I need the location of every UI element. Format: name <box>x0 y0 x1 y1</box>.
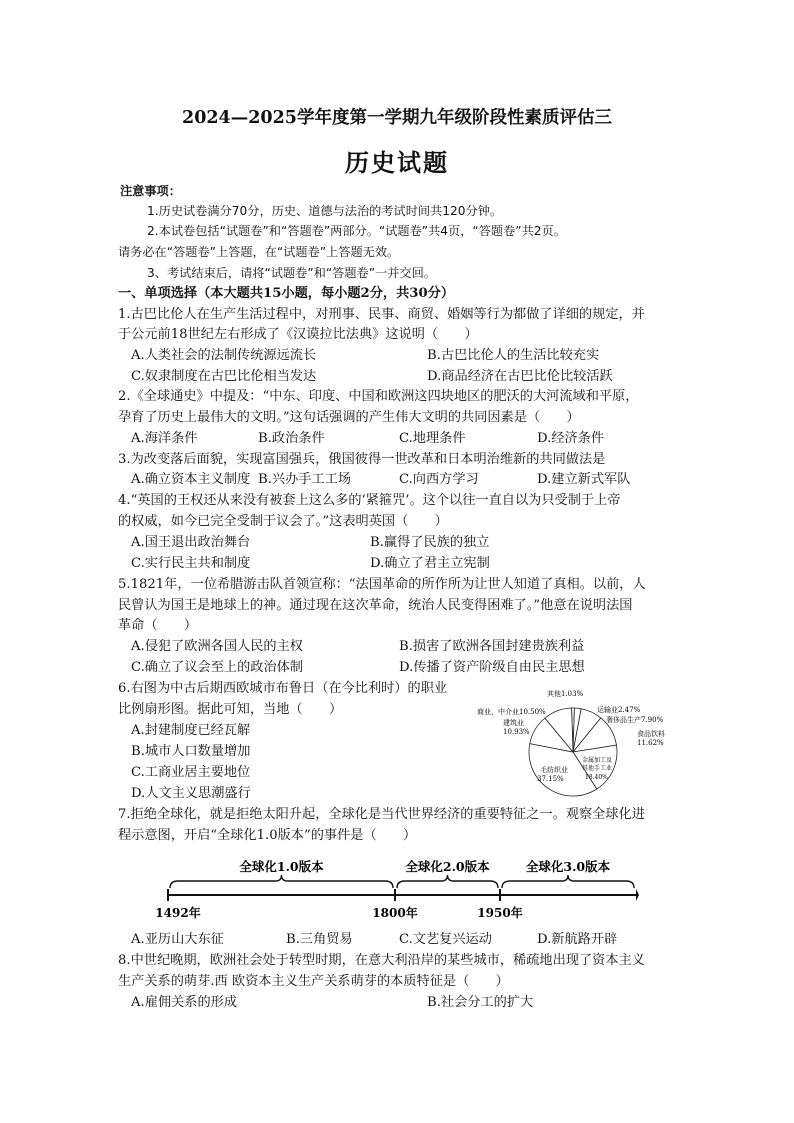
question-1-option-b[interactable]: B.古巴比伦人的生活比较充实 <box>427 348 600 363</box>
pie-label-transport: 运输业2.47% <box>597 706 641 714</box>
notes-heading: 注意事项： <box>120 184 181 198</box>
pie-label-textile-value: 37.15% <box>537 775 564 783</box>
timeline-brace-1 <box>170 875 393 888</box>
question-4-option-c[interactable]: C.实行民主共和制度 <box>131 556 251 571</box>
question-5-option-a[interactable]: A.侵犯了欧洲各国人民的主权 <box>131 639 303 654</box>
question-7-option-a[interactable]: A.亚历山大东征 <box>131 932 224 947</box>
question-4-option-d[interactable]: D.确立了君主立宪制 <box>370 556 490 571</box>
question-6-stem-2: 比例扇形图。据此可知，当地（ ） <box>118 702 343 717</box>
question-5-option-b[interactable]: B.损害了欧洲各国封建贵族利益 <box>399 639 585 654</box>
question-6-option-d[interactable]: D.人文主义思潮盛行 <box>131 786 251 801</box>
globalization-timeline <box>150 855 640 925</box>
timeline-ticks <box>168 875 634 901</box>
question-6-stem: 6.右图为中古后期西欧城市布鲁日（在今比利时）的职业 <box>118 681 448 696</box>
timeline-brace-2 <box>397 875 498 888</box>
question-2-stem: 2.《全球通史》中提及：“中东、印度、中国和欧洲这四块地区的肥沃的大河流域和平原， <box>118 389 639 404</box>
timeline-tick-label-2: 1800年 <box>372 906 418 920</box>
timeline-segment-3: 全球化3.0版本 <box>525 859 611 874</box>
question-4-stem: 4.“英国的王权还从来没有被套上这么多的‘紧箍咒’。这个以往一直自以为只受制于上帝 <box>118 493 621 508</box>
pie-label-building: 建筑业 <box>503 719 524 727</box>
pie-label-building-value: 10.93% <box>503 728 530 736</box>
pie-label-luxury: 奢侈品生产7.90% <box>606 716 664 724</box>
section-heading: 一、单项选择（本大题共15小题，每小题2分，共30分） <box>118 286 455 301</box>
question-6-option-b[interactable]: B.城市人口数量增加 <box>131 744 251 759</box>
question-1-stem: 1.古巴比伦人在生产生活过程中，对刑事、民事、商贸、婚姻等行为都做了详细的规定，并 <box>118 307 645 322</box>
pie-label-metal: 金属加工及 <box>582 757 613 764</box>
question-7-option-b[interactable]: B.三角贸易 <box>286 932 353 947</box>
note-item-2a: 2.本试卷包括“试题卷”和“答题卷”两部分。“试题卷”共4页，“答题卷”共2页。 <box>147 224 566 238</box>
question-4-option-a[interactable]: A.国王退出政治舞台 <box>131 535 251 550</box>
question-4-stem-2: 的权威，如今已完全受制于议会了。”这表明英国（ ） <box>118 514 448 529</box>
question-1-option-c[interactable]: C.奴隶制度在古巴比伦相当发达 <box>131 369 317 384</box>
pie-label-textile: 毛纺织业 <box>540 766 568 774</box>
question-2-option-b[interactable]: B.政治条件 <box>258 431 325 446</box>
pie-label-food-value: 11.62% <box>637 739 664 747</box>
question-2-option-c[interactable]: C.地理条件 <box>399 431 466 446</box>
question-3-option-d[interactable]: D.建立新式军队 <box>537 472 631 487</box>
question-7-stem-2: 程示意图，开启“全球化1.0版本”的事件是（ ） <box>118 828 417 843</box>
timeline-segment-1: 全球化1.0版本 <box>239 859 324 874</box>
question-6-option-c[interactable]: C.工商业居主要地位 <box>131 765 251 780</box>
pie-label-metal-2: 其他手工业 <box>582 765 613 772</box>
exam-title: 2024—2025学年度第一学期九年级阶段性素质评估三 <box>182 108 612 128</box>
timeline-brace-3 <box>502 875 634 888</box>
question-2-stem-2: 孕育了历史上最伟大的文明。”这句话强调的产生伟大文明的共同因素是（ ） <box>118 410 580 425</box>
question-5-stem-3: 革命（ ） <box>118 618 198 633</box>
question-8-stem: 8.中世纪晚期，欧洲社会处于转型时期，在意大利沿岸的某些城市，稀疏地出现了资本主义 <box>118 953 645 968</box>
pie-label-metal-value: 18.40% <box>585 774 608 781</box>
question-5-option-c[interactable]: C.确立了议会至上的政治体制 <box>131 660 304 675</box>
pie-label-food: 食品饮料 <box>637 730 665 738</box>
question-4-option-b[interactable]: B.赢得了民族的独立 <box>370 535 490 550</box>
subject-title: 历史试题 <box>345 148 449 177</box>
timeline-tick-label-1: 1492年 <box>155 906 201 920</box>
question-8-option-b[interactable]: B.社会分工的扩大 <box>427 995 534 1010</box>
timeline-tick-label-3: 1950年 <box>477 906 523 920</box>
question-3-option-c[interactable]: C.向西方学习 <box>399 472 479 487</box>
note-item-2b: 请务必在“答题卷”上答题，在“试题卷”上答题无效。 <box>118 245 400 259</box>
question-7-option-c[interactable]: C.文艺复兴运动 <box>399 932 492 947</box>
question-5-option-d[interactable]: D.传播了资产阶级自由民主思想 <box>399 660 585 675</box>
occupation-pie-chart <box>475 690 680 810</box>
question-3-option-b[interactable]: B.兴办手工工场 <box>258 472 352 487</box>
question-1-option-a[interactable]: A.人类社会的法制传统源远流长 <box>131 348 317 363</box>
question-5-stem-2: 民曾认为国王是地球上的神。通过现在这次革命，统治人民变得困难了。”他意在说明法国 <box>118 598 633 613</box>
question-2-option-a[interactable]: A.海洋条件 <box>131 431 198 446</box>
note-item-1: 1.历史试卷满分70分，历史、道德与法治的考试时间共120分钟。 <box>147 204 503 218</box>
question-1-option-d[interactable]: D.商品经济在古巴比伦比较活跃 <box>427 369 613 384</box>
pie-label-other: 其他1.03% <box>547 690 584 698</box>
question-1-stem-2: 于公元前18世纪左右形成了《汉谟拉比法典》这说明（ ） <box>118 327 478 342</box>
question-8-option-a[interactable]: A.雇佣关系的形成 <box>131 995 238 1010</box>
note-item-3: 3、考试结束后，请将“试题卷”和“答题卷”一并交回。 <box>147 266 436 280</box>
timeline-segment-2: 全球化2.0版本 <box>405 859 490 874</box>
question-5-stem: 5.1821年，一位希腊游击队首领宣称：“法国革命的所作所为让世人知道了真相。以前，人 <box>118 577 646 592</box>
question-6-option-a[interactable]: A.封建制度已经瓦解 <box>131 723 251 738</box>
question-8-stem-2: 生产关系的萌芽.西 欧资本主义生产关系萌芽的本质特征是（ ） <box>118 974 509 989</box>
question-7-option-d[interactable]: D.新航路开辟 <box>537 932 618 947</box>
question-3-option-a[interactable]: A.确立资本主义制度 <box>131 472 251 487</box>
timeline-arrow <box>636 889 639 901</box>
question-3-stem: 3.为改变落后面貌，实现富国强兵，俄国彼得一世改革和日本明治维新的共同做法是 <box>118 452 606 467</box>
pie-label-commerce: 商业、中介业10.50% <box>477 708 546 716</box>
question-2-option-d[interactable]: D.经济条件 <box>537 431 605 446</box>
question-7-stem: 7.拒绝全球化，就是拒绝太阳升起，全球化是当代世界经济的重要特征之一。观察全球化进 <box>118 807 645 822</box>
